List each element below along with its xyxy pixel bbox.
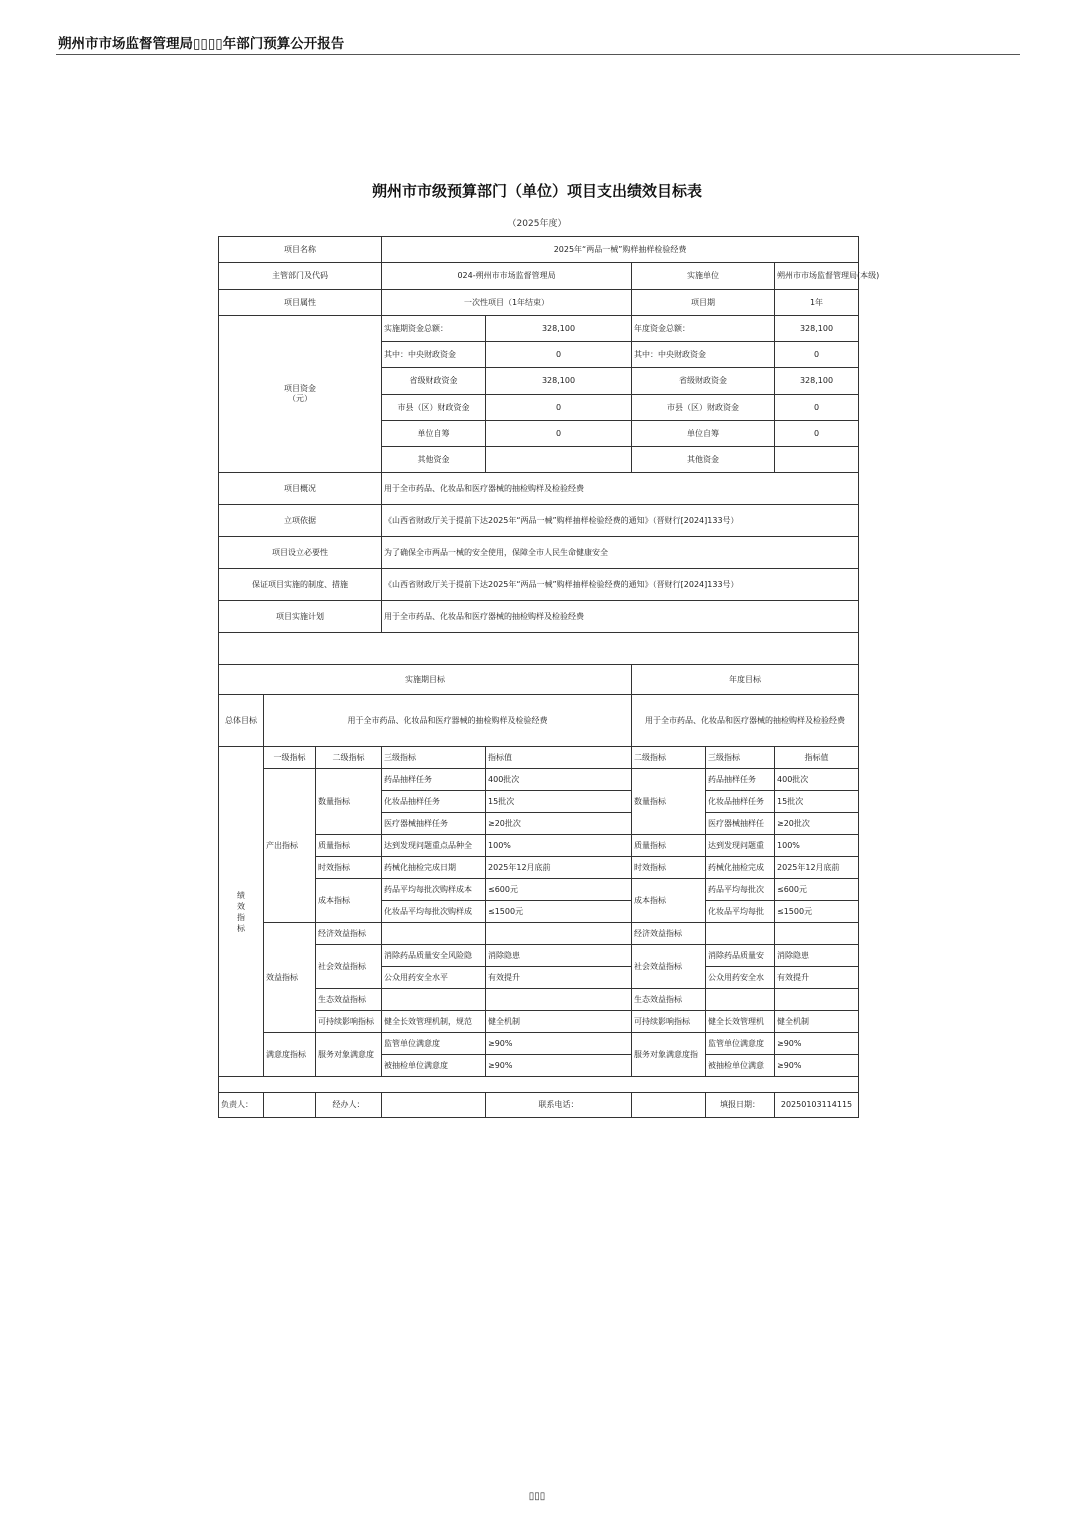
fund-value: 0 xyxy=(486,421,632,447)
indicator-name: 公众用药安全水平 xyxy=(382,967,486,989)
row-attribute xyxy=(219,290,859,316)
document-year: （2025年度） xyxy=(507,219,567,229)
impl-unit-label: 实施单位 xyxy=(632,263,775,290)
overall-goal-year: 用于全市药品、化妆品和医疗器械的抽检购样及检验经费 xyxy=(632,695,859,747)
info-row xyxy=(219,537,859,569)
indicator-name: 被抽检单位满意度 xyxy=(382,1055,486,1077)
year-indicator-value: ≤600元 xyxy=(775,879,859,901)
fund-value: 328,100 xyxy=(775,368,859,395)
fund-label: 市县（区）财政资金 xyxy=(382,395,486,421)
info-row xyxy=(219,601,859,633)
performance-target-table xyxy=(218,236,880,1118)
year-timeliness-indicator: 时效指标 xyxy=(632,857,706,879)
info-label: 保证项目实施的制度、措施 xyxy=(219,569,382,601)
year-indicator-name: 健全长效管理机 xyxy=(706,1011,775,1033)
spacer-cell xyxy=(219,1077,859,1093)
year-indicator-name: 消除药品质量安 xyxy=(706,945,775,967)
info-value: 为了确保全市两品一械的安全使用，保障全市人民生命健康安全 xyxy=(382,537,859,569)
info-value: 用于全市药品、化妆品和医疗器械的抽检购样及检验经费 xyxy=(382,601,859,633)
goal-header-row xyxy=(219,665,859,695)
ecological-indicator: 生态效益指标 xyxy=(316,989,382,1011)
year-indicator-value: ≤1500元 xyxy=(775,901,859,923)
indicator-name: 化妆品抽样任务 xyxy=(382,791,486,813)
info-value: 《山西省财政厅关于提前下达2025年“两品一械”购样抽样检验经费的通知》（晋财行[2024]133号） xyxy=(382,569,859,601)
fund-value xyxy=(486,447,632,473)
benefit-indicator: 效益指标 xyxy=(264,923,316,1033)
handler-label: 经办人： xyxy=(316,1093,382,1118)
info-label: 立项依据 xyxy=(219,505,382,537)
signature-row xyxy=(219,1093,859,1118)
output-indicator: 产出指标 xyxy=(264,769,316,923)
funds-label: 项目资金 （元） xyxy=(219,316,382,473)
indicator-value: ≤1500元 xyxy=(486,901,632,923)
year-indicator-value: 有效提升 xyxy=(775,967,859,989)
report-header-title: 朔州市市场监督管理局▯▯▯▯年部门预算公开报告 xyxy=(58,36,345,52)
attribute-label: 项目属性 xyxy=(219,290,382,316)
info-label: 项目实施计划 xyxy=(219,601,382,633)
indicator-name xyxy=(382,989,486,1011)
year-ecological-indicator: 生态效益指标 xyxy=(632,989,706,1011)
phone-label: 联系电话： xyxy=(486,1093,632,1118)
year-header-level2: 二级指标 xyxy=(632,747,706,769)
indicator-name xyxy=(382,923,486,945)
info-value: 用于全市药品、化妆品和医疗器械的抽检购样及检验经费 xyxy=(382,473,859,505)
info-value: 《山西省财政厅关于提前下达2025年“两品一械”购样抽样检验经费的通知》（晋财行[2024]133号） xyxy=(382,505,859,537)
year-indicator-name: 被抽检单位满意 xyxy=(706,1055,775,1077)
year-economic-indicator: 经济效益指标 xyxy=(632,923,706,945)
header-value: 指标值 xyxy=(486,747,632,769)
blank-row xyxy=(219,633,859,665)
fund-value xyxy=(775,447,859,473)
indicator-value: 消除隐患 xyxy=(486,945,632,967)
row-department xyxy=(219,263,859,290)
period-label: 项目期 xyxy=(632,290,775,316)
fund-value: 0 xyxy=(486,342,632,368)
department-value: 024-朔州市市场监督管理局 xyxy=(382,263,632,290)
indicator-row xyxy=(219,769,859,791)
header-level2: 二级指标 xyxy=(316,747,382,769)
overall-goal-row xyxy=(219,695,859,747)
year-indicator-value: 15批次 xyxy=(775,791,859,813)
year-indicator-value: 消除隐患 xyxy=(775,945,859,967)
document-title: 朔州市市级预算部门（单位）项目支出绩效目标表 xyxy=(371,182,702,200)
department-label: 主管部门及代码 xyxy=(219,263,382,290)
indicator-name: 健全长效管理机制，规范 xyxy=(382,1011,486,1033)
year-indicator-name: 药械化抽检完成 xyxy=(706,857,775,879)
indicator-value: ≥20批次 xyxy=(486,813,632,835)
year-quality-indicator: 质量指标 xyxy=(632,835,706,857)
indicator-name: 药械化抽检完成日期 xyxy=(382,857,486,879)
fund-row xyxy=(219,316,859,342)
year-indicator-value xyxy=(775,923,859,945)
fund-value: 0 xyxy=(486,395,632,421)
indicator-name: 化妆品平均每批次购样成 xyxy=(382,901,486,923)
timeliness-indicator: 时效指标 xyxy=(316,857,382,879)
info-row xyxy=(219,473,859,505)
info-row xyxy=(219,569,859,601)
performance-indicator-label: 绩效指标 xyxy=(219,747,264,1077)
social-indicator: 社会效益指标 xyxy=(316,945,382,989)
year-social-indicator: 社会效益指标 xyxy=(632,945,706,989)
attribute-value: 一次性项目（1年结束） xyxy=(382,290,632,316)
indicator-value: ≤600元 xyxy=(486,879,632,901)
indicator-value: 有效提升 xyxy=(486,967,632,989)
project-name-value: 2025年“两品一械”购样抽样检验经费 xyxy=(382,237,859,263)
fund-value: 0 xyxy=(775,421,859,447)
fund-value: 328,100 xyxy=(486,368,632,395)
service-satisfaction-indicator: 服务对象满意度 xyxy=(316,1033,382,1077)
overall-goal-label: 总体目标 xyxy=(219,695,264,747)
year-indicator-value: ≥90% xyxy=(775,1033,859,1055)
quality-indicator: 质量指标 xyxy=(316,835,382,857)
indicator-value: 15批次 xyxy=(486,791,632,813)
impl-unit-value: 朔州市市场监督管理局(本级) xyxy=(775,263,859,290)
project-name-label: 项目名称 xyxy=(219,237,382,263)
phone-value xyxy=(632,1093,706,1118)
year-indicator-name xyxy=(706,989,775,1011)
fund-value: 0 xyxy=(775,395,859,421)
info-label: 项目设立必要性 xyxy=(219,537,382,569)
date-value: 20250103114115 xyxy=(775,1093,859,1118)
economic-indicator: 经济效益指标 xyxy=(316,923,382,945)
year-quantity-indicator: 数量指标 xyxy=(632,769,706,835)
indicator-name: 药品抽样任务 xyxy=(382,769,486,791)
indicator-value: 2025年12月底前 xyxy=(486,857,632,879)
page-number: ▯▯▯ xyxy=(528,1491,546,1502)
indicator-name: 药品平均每批次购样成本 xyxy=(382,879,486,901)
indicator-name: 医疗器械抽样任务 xyxy=(382,813,486,835)
indicator-row xyxy=(219,923,859,945)
indicator-header-row xyxy=(219,747,859,769)
year-header-level3: 三级指标 xyxy=(706,747,775,769)
indicator-value: 400批次 xyxy=(486,769,632,791)
year-service-satisfaction-indicator: 服务对象满意度指 xyxy=(632,1033,706,1077)
year-indicator-value: 健全机制 xyxy=(775,1011,859,1033)
fund-value: 0 xyxy=(775,342,859,368)
responsible-label: 负责人： xyxy=(219,1093,264,1118)
blank-cell xyxy=(219,633,859,665)
year-indicator-name: 化妆品抽样任务 xyxy=(706,791,775,813)
fund-label: 其他资金 xyxy=(382,447,486,473)
indicator-value: ≥90% xyxy=(486,1055,632,1077)
year-cost-indicator: 成本指标 xyxy=(632,879,706,923)
year-goal-header: 年度目标 xyxy=(632,665,859,695)
year-sustain-indicator: 可持续影响指标 xyxy=(632,1011,706,1033)
year-indicator-name: 监管单位满意度 xyxy=(706,1033,775,1055)
period-value: 1年 xyxy=(775,290,859,316)
sustain-indicator: 可持续影响指标 xyxy=(316,1011,382,1033)
overall-goal-impl: 用于全市药品、化妆品和医疗器械的抽检购样及检验经费 xyxy=(264,695,632,747)
indicator-name: 监管单位满意度 xyxy=(382,1033,486,1055)
fund-label: 省级财政资金 xyxy=(632,368,775,395)
year-indicator-name xyxy=(706,923,775,945)
spacer-row xyxy=(219,1077,859,1093)
year-indicator-name: 药品抽样任务 xyxy=(706,769,775,791)
year-header-value: 指标值 xyxy=(775,747,859,769)
info-row xyxy=(219,505,859,537)
info-label: 项目概况 xyxy=(219,473,382,505)
fund-value: 328,100 xyxy=(486,316,632,342)
year-indicator-value: 400批次 xyxy=(775,769,859,791)
satisfaction-indicator: 满意度指标 xyxy=(264,1033,316,1077)
fund-label: 单位自筹 xyxy=(632,421,775,447)
year-indicator-value xyxy=(775,989,859,1011)
fund-label: 其中：中央财政资金 xyxy=(632,342,775,368)
responsible-value xyxy=(264,1093,316,1118)
handler-value xyxy=(382,1093,486,1118)
fund-label: 省级财政资金 xyxy=(382,368,486,395)
fund-label: 实施期资金总额： xyxy=(382,316,486,342)
row-project-name xyxy=(219,237,859,263)
indicator-name: 消除药品质量安全风险隐 xyxy=(382,945,486,967)
year-indicator-value: 2025年12月底前 xyxy=(775,857,859,879)
quantity-indicator: 数量指标 xyxy=(316,769,382,835)
impl-goal-header: 实施期目标 xyxy=(219,665,632,695)
year-indicator-name: 药品平均每批次 xyxy=(706,879,775,901)
indicator-row xyxy=(219,1033,859,1055)
year-indicator-value: 100% xyxy=(775,835,859,857)
indicator-name: 达到发现问题重点品种全 xyxy=(382,835,486,857)
year-indicator-name: 化妆品平均每批 xyxy=(706,901,775,923)
fund-label: 其他资金 xyxy=(632,447,775,473)
fund-label: 单位自筹 xyxy=(382,421,486,447)
indicator-value: ≥90% xyxy=(486,1033,632,1055)
indicator-value xyxy=(486,923,632,945)
fund-label: 其中：中央财政资金 xyxy=(382,342,486,368)
indicator-value: 100% xyxy=(486,835,632,857)
report-header xyxy=(56,30,1020,55)
date-label: 填报日期： xyxy=(706,1093,775,1118)
year-indicator-name: 医疗器械抽样任 xyxy=(706,813,775,835)
indicator-value xyxy=(486,989,632,1011)
fund-label: 年度资金总额： xyxy=(632,316,775,342)
fund-label: 市县（区）财政资金 xyxy=(632,395,775,421)
header-level3: 三级指标 xyxy=(382,747,486,769)
year-indicator-value: ≥20批次 xyxy=(775,813,859,835)
year-indicator-name: 达到发现问题重 xyxy=(706,835,775,857)
header-level1: 一级指标 xyxy=(264,747,316,769)
fund-value: 328,100 xyxy=(775,316,859,342)
indicator-value: 健全机制 xyxy=(486,1011,632,1033)
year-indicator-value: ≥90% xyxy=(775,1055,859,1077)
year-indicator-name: 公众用药安全水 xyxy=(706,967,775,989)
cost-indicator: 成本指标 xyxy=(316,879,382,923)
